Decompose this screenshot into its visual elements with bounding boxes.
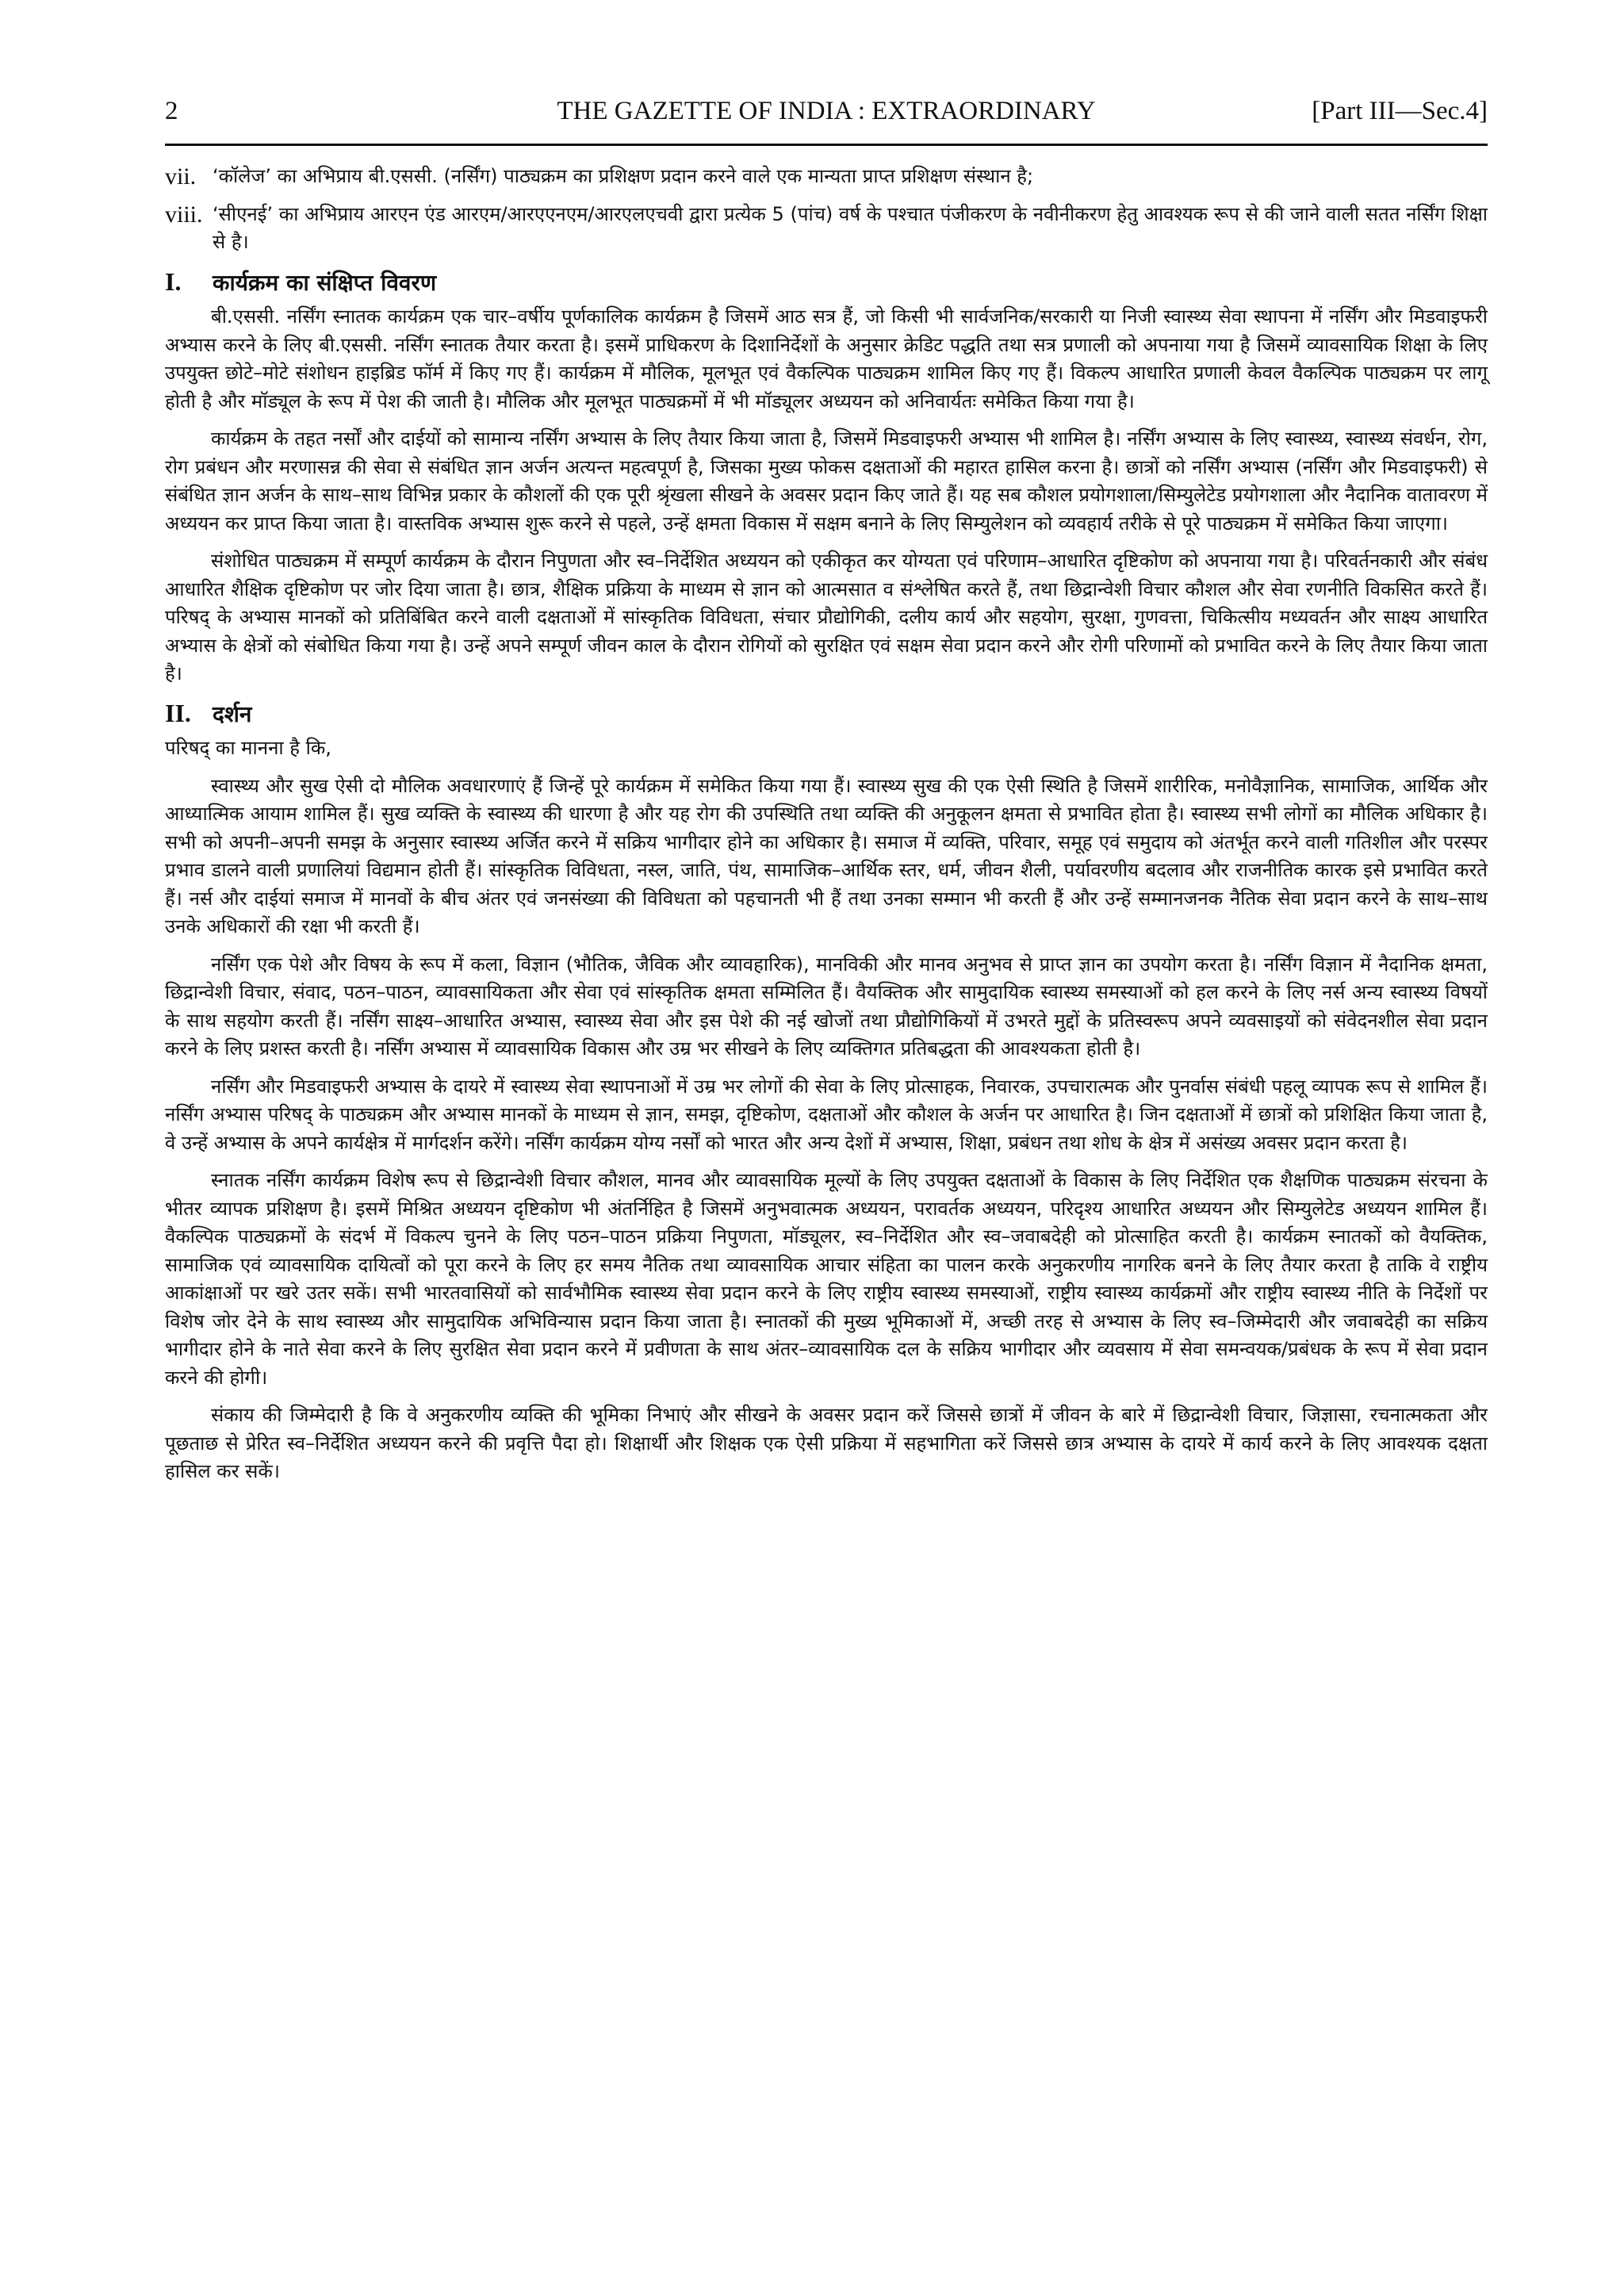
definition-item <box>165 201 1488 257</box>
part-section-label: [Part III—Sec.4] <box>1312 97 1488 125</box>
paragraph: कार्यक्रम के तहत नर्सों और दाईयों को सामान्य नर्सिंग अभ्यास के लिए तैयार किया जाता है, जिसमें मिडवाइफरी अभ्यास भी शामिल है। नर्सिंग अभ्यास के लिए स्वास्थ्य, स्वास्थ्य संवर्धन, रोग, रोग प्रबंधन और मरणासन्न की सेवा से संबंधित ज्ञान अर्जन अत्यन्त महत्वपूर्ण है, जिसका मुख्य फोकस दक्षताओं की महारत हासिल करना है। छात्रों को नर्सिंग अभ्यास (नर्सिंग और मिडवाइफरी) से संबंधित ज्ञान अर्जन के साथ–साथ विभिन्न प्रकार के कौशलों की एक पूरी श्रृंखला सीखने के अवसर प्रदान किए जाते हैं। यह सब कौशल प्रयोगशाला/सिम्युलेटेड प्रयोगशाला और नैदानिक वातावरण में अध्ययन कर प्राप्त किया जाता है। वास्तविक अभ्यास शुरू करने से पहले, उन्हें क्षमता विकास में सक्षम बनाने के लिए सिम्युलेशन को व्यवहार्य तरीके से पूरे पाठ्यक्रम में समेकित किया जाएगा। <box>165 427 1488 535</box>
definition-number: vii. <box>165 163 197 190</box>
paragraph: संशोधित पाठ्यक्रम में सम्पूर्ण कार्यक्रम के दौरान निपुणता और स्व–निर्देशित अध्ययन को एकीकृत कर योग्यता एवं परिणाम–आधारित दृष्टिकोण को अपनाया गया है। परिवर्तनकारी और संबंध आधारित शैक्षिक दृष्टिकोण पर जोर दिया जाता है। छात्र, शैक्षिक प्रक्रिया के माध्यम से ज्ञान को आत्मसात व संश्लेषित करते हैं, तथा छिद्रान्वेशी विचार कौशल और सेवा रणनीति विकसित करते हैं। परिषद् के अभ्यास मानकों को प्रतिबिंबित करने वाली दक्षताओं में सांस्कृतिक विविधता, संचार प्रौद्योगिकी, दलीय कार्य और सहयोग, सुरक्षा, गुणवत्ता, चिकित्सीय मध्यवर्तन और साक्ष्य आधारित अभ्यास के क्षेत्रों को संबोधित किया गया है। उन्हें अपने सम्पूर्ण जीवन काल के दौरान रोगियों को सुरक्षित एवं सक्षम सेवा प्रदान करने और रोगी परिणामों को प्रभावित करने के लिए तैयार किया जाता है। <box>165 550 1488 684</box>
page-header <box>165 97 1488 136</box>
section-title: कार्यक्रम का संक्षिप्त विवरण <box>213 269 437 296</box>
section-title: दर्शन <box>213 700 252 727</box>
paragraph: स्वास्थ्य और सुख ऐसी दो मौलिक अवधारणाएं हैं जिन्हें पूरे कार्यक्रम में समेकित किया गया हैं। स्वास्थ्य सुख की एक ऐसी स्थिति है जिसमें शारीरिक, मनोवैज्ञानिक, सामाजिक, आर्थिक और आध्यात्मिक आयाम शामिल हैं। सुख व्यक्ति के स्वास्थ्य की धारणा है और यह रोग की उपस्थिति तथा व्यक्ति की अनुकूलन क्षमता से प्रभावित होता है। स्वास्थ्य सभी लोगों का मौलिक अधिकार है। सभी को अपनी–अपनी समझ के अनुसार स्वास्थ्य अर्जित करने में सक्रिय भागीदार होने का अधिकार है। समाज में व्यक्ति, परिवार, समूह एवं समुदाय को अंतर्भूत करने वाली गतिशील और परस्पर प्रभाव डालने वाली प्रणालियां विद्यमान होती हैं। सांस्कृतिक विविधता, नस्ल, जाति, पंथ, सामाजिक–आर्थिक स्तर, धर्म, जीवन शैली, पर्यावरणीय बदलाव और राजनीतिक कारक इसे प्रभावित करते हैं। नर्स और दाईयां समाज में मानवों के बीच अंतर एवं जनसंख्या की विविधता को पहचानती भी हैं तथा उनका सम्मान भी करती हैं और उन्हें सम्मानजनक नैतिक सेवा प्रदान करने के साथ–साथ उनके अधिकारों की रक्षा भी करती हैं। <box>165 774 1488 937</box>
paragraph: बी.एससी. नर्सिंग स्नातक कार्यक्रम एक चार–वर्षीय पूर्णकालिक कार्यक्रम है जिसमें आठ सत्र हैं, जो किसी भी सार्वजनिक/सरकारी या निजी स्वास्थ्य सेवा स्थापना में नर्सिंग और मिडवाइफरी अभ्यास करने के लिए बी.एससी. नर्सिंग स्नातक तैयार करता है। इसमें प्राधिकरण के दिशानिर्देशों के अनुसार क्रेडिट पद्धति तथा सत्र प्रणाली को अपनाया गया है जिसमें व्यावसायिक शिक्षा के लिए उपयुक्त छोटे–मोटे संशोधन हाइब्रिड फॉर्म में किए गए हैं। कार्यक्रम में मौलिक, मूलभूत एवं वैकल्पिक पाठ्यक्रम शामिल किए गए हैं। विकल्प आधारित प्रणाली केवल वैकल्पिक पाठ्यक्रम पर लागू होती है और मॉड्यूल के रूप में पेश की जाती है। मौलिक और मूलभूत पाठ्यक्रमों में भी मॉड्यूलर अध्ययन को अनिवार्यतः समेकित किया गया है। <box>165 305 1488 412</box>
section-numeral: I. <box>165 266 182 296</box>
paragraph: नर्सिंग और मिडवाइफरी अभ्यास के दायरे में स्वास्थ्य सेवा स्थापनाओं में उम्र भर लोगों की सेवा के लिए प्रोत्साहक, निवारक, उपचारात्मक और पुनर्वास संबंधी पहलू व्यापक रूप से शामिल हैं। नर्सिंग अभ्यास परिषद् के पाठ्यक्रम और अभ्यास मानकों के माध्यम से ज्ञान, समझ, दृष्टिकोण, दक्षताओं और कौशल के अर्जन पर आधारित है। जिन दक्षताओं में छात्रों को प्रशिक्षित किया जाता है, वे उन्हें अभ्यास के अपने कार्यक्षेत्र में मार्गदर्शन करेंगे। नर्सिंग कार्यक्रम योग्य नर्सों को भारत और अन्य देशों में अभ्यास, शिक्षा, प्रबंधन तथा शोध के क्षेत्र में असंख्य अवसर प्रदान करता है। <box>165 1075 1488 1154</box>
paragraph: संकाय की जिम्मेदारी है कि वे अनुकरणीय व्यक्ति की भूमिका निभाएं और सीखने के अवसर प्रदान करें जिससे छात्रों में जीवन के बारे में छिद्रान्वेशी विचार, जिज्ञासा, रचनात्मकता और पूछताछ से प्रेरित स्व–निर्देशित अध्ययन करने की प्रवृत्ति पैदा हो। शिक्षार्थी और शिक्षक एक ऐसी प्रक्रिया में सहभागिता करें जिससे छात्र अभ्यास के दायरे में कार्य करने के लिए आवश्यक दक्षता हासिल कर सकें। <box>165 1404 1488 1482</box>
definition-number: viii. <box>165 201 203 228</box>
header-rule <box>165 144 1488 146</box>
paragraph: स्नातक नर्सिंग कार्यक्रम विशेष रूप से छिद्रान्वेशी विचार कौशल, मानव और व्यावसायिक मूल्यों के लिए उपयुक्त दक्षताओं के विकास के लिए निर्देशित एक शैक्षणिक पाठ्यक्रम संरचना के भीतर व्यापक प्रशिक्षण है। इसमें मिश्रित अध्ययन दृष्टिकोण भी अंतर्निहित है जिसमें अनुभवात्मक अध्ययन, परावर्तक अध्ययन, परिदृश्य आधारित अध्ययन और सिम्युलेटेड अध्ययन शामिल हैं। वैकल्पिक पाठ्यक्रमों के संदर्भ में विकल्प चुनने के लिए पठन–पाठन प्रक्रिया निपुणता, मॉड्यूलर, स्व–निर्देशित और स्व–जवाबदेही को प्रोत्साहित करती है। कार्यक्रम स्नातकों को वैयक्तिक, सामाजिक एवं व्यावसायिक दायित्वों को पूरा करने के लिए हर समय नैतिक तथा व्यावसायिक आचार संहिता का पालन करके अनुकरणीय नागरिक बनने के लिए तैयार करता है ताकि वे राष्ट्रीय आकांक्षाओं पर खरे उतर सकें। सभी भारतवासियों को सार्वभौमिक स्वास्थ्य सेवा प्रदान करने के लिए राष्ट्रीय स्वास्थ्य समस्याओं, राष्ट्रीय स्वास्थ्य कार्यक्रमों और राष्ट्रीय स्वास्थ्य नीति के निर्देशों पर विशेष जोर देने के साथ स्वास्थ्य और सामुदायिक अभिविन्यास प्रदान किया जाता है। स्नातकों की मुख्य भूमिकाओं में, अच्छी तरह से अभ्यास के लिए स्व–जिम्मेदारी और जवाबदेही का सक्रिय भागीदार होने के नाते सेवा करने के लिए सुरक्षित सेवा प्रदान करने में प्रवीणता के साथ अंतर–व्यावसायिक दल के सक्रिय भागीदार और व्यवसाय में सेवा समन्वयक/प्रबंधक के रूप में सेवा प्रदान करने की होगी। <box>165 1169 1488 1389</box>
section-heading <box>165 700 1488 729</box>
page-number: 2 <box>165 97 178 125</box>
gazette-title: THE GAZETTE OF INDIA : EXTRAORDINARY <box>557 97 1096 125</box>
section-heading <box>165 268 1488 297</box>
definition-text: ‘कॉलेज’ का अभिप्राय बी.एससी. (नर्सिंग) पाठ्यक्रम का प्रशिक्षण प्रदान करने वाले एक मान्यता प्राप्त प्रशिक्षण संस्थान है; <box>213 165 1034 187</box>
paragraph: नर्सिंग एक पेशे और विषय के रूप में कला, विज्ञान (भौतिक, जैविक और व्यावहारिक), मानविकी और मानव अनुभव से प्राप्त ज्ञान का उपयोग करता है। नर्सिंग विज्ञान में नैदानिक क्षमता, छिद्रान्वेशी विचार, संवाद, पठन–पाठन, व्यावसायिकता और सेवा एवं सांस्कृतिक क्षमता सम्मिलित हैं। वैयक्तिक और सामुदायिक स्वास्थ्य समस्याओं को हल करने के लिए नर्स अन्य स्वास्थ्य विषयों के साथ सहयोग करती हैं। नर्सिंग साक्ष्य–आधारित अभ्यास, स्वास्थ्य सेवा और इस पेशे की नई खोजों तथा प्रौद्योगिकियों में उभरते मुद्दों के प्रतिस्वरूप अपने व्यवसाइयों को संवेदनशील सेवा प्रदान करने के लिए प्रशस्त करती है। नर्सिंग अभ्यास में व्यावसायिक विकास और उम्र भर सीखने के लिए व्यक्तिगत प्रतिबद्धता की आवश्यकता होती है। <box>165 953 1488 1060</box>
document-body <box>165 163 1488 1496</box>
definition-item <box>165 163 1488 191</box>
definition-text: ‘सीएनई’ का अभिप्राय आरएन एंड आरएम/आरएएनएम/आरएलएचवी द्वारा प्रत्येक 5 (पांच) वर्ष के पश्चात पंजीकरण के नवीनीकरण हेतु आवश्यक रूप से की जाने वाली सतत नर्सिंग शिक्षा से है। <box>213 202 1488 253</box>
section-intro: परिषद् का मानना है कि, <box>165 737 331 759</box>
section-numeral: II. <box>165 698 191 727</box>
